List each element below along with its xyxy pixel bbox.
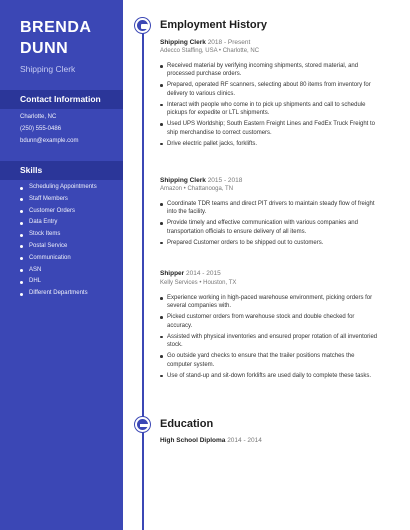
skill-item: DHL xyxy=(20,276,97,288)
job-bullet: Prepared Customer orders to be shipped out to customers. xyxy=(159,239,381,247)
education-line xyxy=(160,437,262,444)
job-bullets xyxy=(159,200,381,250)
job-bullet: Assisted with physical inventories and ensured proper rotation of all inventoried stock. xyxy=(159,333,381,350)
last-name: DUNN xyxy=(20,40,69,57)
skill-item: ASN xyxy=(20,265,97,277)
briefcase-icon xyxy=(135,18,150,33)
job-role: Shipping Clerk xyxy=(160,39,206,46)
contact-location: Charlotte, NC xyxy=(20,114,57,120)
education-dates: 2014 - 2014 xyxy=(227,437,262,444)
job-title-line xyxy=(160,177,242,184)
job-location: Houston, TX xyxy=(203,280,237,286)
job-role: Shipper xyxy=(160,270,185,277)
job-bullets xyxy=(159,294,381,383)
job-title: Shipping Clerk xyxy=(20,64,76,74)
skill-item: Communication xyxy=(20,253,97,265)
timeline-line xyxy=(142,28,144,530)
skill-item: Data Entry xyxy=(20,217,97,229)
job-bullet: Interact with people who come in to pick up shipments and call to schedule pickups for expedite or LTL shipments. xyxy=(159,101,381,118)
first-name: BRENDA xyxy=(20,19,92,36)
skills-list xyxy=(20,182,97,300)
education-heading: Education xyxy=(160,418,214,430)
job-bullet: Received material by verifying incoming shipments, stored material, and processed purchase orders. xyxy=(159,62,381,79)
education-degree: High School Diploma xyxy=(160,437,226,444)
job-bullet: Go outside yard checks to ensure that the trailer positions matches the computer system. xyxy=(159,352,381,369)
job-bullet: Provide timely and effective communication with various companies and transportation officials to ensure delivery of all items. xyxy=(159,219,381,236)
job-company-line: Adecco Staffing, USA • Charlotte, NC xyxy=(160,48,260,54)
skill-item: Customer Orders xyxy=(20,206,97,218)
employment-heading: Employment History xyxy=(160,19,267,31)
job-bullet: Coordinate TDR teams and direct PIT drivers to maintain steady flow of freight into the facility. xyxy=(159,200,381,217)
skill-item: Scheduling Appointments xyxy=(20,182,97,194)
job-role: Shipping Clerk xyxy=(160,177,206,184)
job-company: Adecco Staffing, USA xyxy=(160,48,218,54)
contact-heading: Contact Information xyxy=(0,90,123,109)
graduation-cap-icon xyxy=(135,417,150,432)
job-dates: 2015 - 2018 xyxy=(207,177,243,184)
skill-item: Postal Service xyxy=(20,241,97,253)
job-company-line: Amazon • Chattanooga, TN xyxy=(160,186,234,192)
job-bullet: Used UPS Worldship; South Eastern Freight Lines and FedEx Truck Freight to ship merchandise to correct customers. xyxy=(159,120,381,137)
job-dates: 2018 - Present xyxy=(207,39,251,46)
job-location: Chattanooga, TN xyxy=(187,186,234,192)
job-bullet: Drive electric pallet jacks, forklifts. xyxy=(159,140,381,148)
skill-item: Staff Members xyxy=(20,194,97,206)
skills-heading: Skills xyxy=(0,161,123,180)
job-company: Kelly Services xyxy=(160,280,198,286)
contact-email[interactable]: bdunn@example.com xyxy=(20,138,79,144)
job-dates: 2014 - 2015 xyxy=(186,270,221,277)
job-bullet: Prepared, operated RF scanners, selecting about 80 items from inventory for delivery to various clinics. xyxy=(159,81,381,98)
contact-phone: (250) 555-0486 xyxy=(20,126,62,132)
job-bullet: Use of stand-up and sit-down forklifts are used daily to complete these tasks. xyxy=(159,372,381,380)
job-bullet: Picked customer orders from warehouse stock and double checked for accuracy. xyxy=(159,313,381,330)
job-company: Amazon xyxy=(160,186,183,192)
skill-item: Stock Items xyxy=(20,229,97,241)
candidate-name xyxy=(20,17,91,59)
job-title-line xyxy=(160,270,221,277)
job-bullets xyxy=(159,62,381,151)
job-title-line xyxy=(160,39,250,46)
job-location: Charlotte, NC xyxy=(222,48,260,54)
sidebar xyxy=(0,0,123,530)
job-company-line: Kelly Services • Houston, TX xyxy=(160,280,237,286)
job-bullet: Experience working in high-paced warehouse environment, picking orders for several companies with. xyxy=(159,294,381,311)
skill-item: Different Departments xyxy=(20,288,97,300)
